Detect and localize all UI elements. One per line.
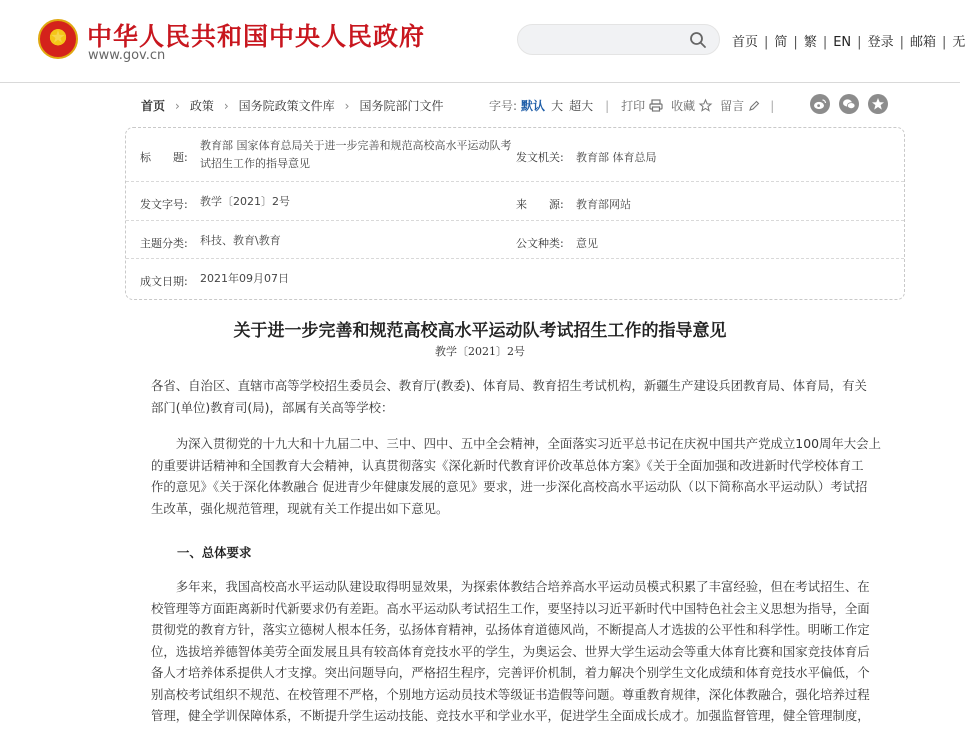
topic-value: 科技、教育\教育 <box>200 234 281 247</box>
print-label: 打印 <box>621 99 646 113</box>
info-row-title <box>126 128 904 182</box>
nav-divider: | <box>857 35 862 50</box>
search-box <box>517 24 720 55</box>
article-toolbar <box>489 97 786 114</box>
info-row-date <box>126 259 904 299</box>
title-value <box>200 137 520 173</box>
comment-label: 留言 <box>720 99 745 113</box>
info-row-topic <box>126 221 904 259</box>
doc-no-value: 教学〔2021〕2号 <box>200 195 290 208</box>
date-label: 成文日期: <box>140 275 188 288</box>
chevron-right-icon: › <box>344 99 350 113</box>
document-info-table <box>125 127 905 300</box>
nav-divider: | <box>899 35 904 50</box>
text-line: 各省、自治区、直辖市高等学校招生委员会、教育厅(教委)、体育局、教育招生考试机构，新疆生产建设兵团教育局、体育局，有关 <box>151 378 867 393</box>
font-size-default[interactable]: 默认 <box>521 99 546 113</box>
text-line: 的重要讲话精神和全国教育大会精神，认真贯彻落实《深化新时代教育评价改革总体方案》《关于全面加强和改进新时代学校体育工 <box>151 457 864 473</box>
text-line: 为深入贯彻党的十九大和十九届二中、三中、四中、五中全会精神，全面落实习近平总书记在庆祝中国共产党成立100周年大会上 <box>151 436 881 451</box>
font-size-large[interactable]: 大 <box>551 99 564 113</box>
article-doc-number: 教学〔2021〕2号 <box>435 345 525 358</box>
font-size-xlarge[interactable]: 超大 <box>569 99 594 113</box>
section-heading: 一、总体要求 <box>177 545 252 560</box>
breadcrumb-home[interactable]: 首页 <box>141 99 166 113</box>
favorite-label: 收藏 <box>671 99 696 113</box>
nav-english[interactable]: EN <box>833 35 852 50</box>
text-line: 别高校考试组织不规范、在校管理不严格，个别地方运动员技术等级证书造假等问题。尊重教育规律，深化体教融合，强化培养过程 <box>151 686 870 702</box>
nav-divider: | <box>764 35 769 50</box>
date-value: 2021年09月07日 <box>200 272 289 285</box>
title-value-line: 教育部 国家体育总局关于进一步完善和规范高校高水平运动队考 <box>200 139 512 152</box>
chevron-right-icon: › <box>223 99 229 113</box>
doctype-value: 意见 <box>576 237 598 250</box>
toolbar-divider: | <box>605 98 610 113</box>
nav-home[interactable]: 首页 <box>732 35 759 50</box>
breadcrumb <box>141 97 444 114</box>
toolbar-divider: | <box>770 98 775 113</box>
search-icon[interactable] <box>689 31 707 49</box>
wechat-icon <box>842 97 856 111</box>
share-qzone-button[interactable] <box>868 94 888 114</box>
site-header <box>0 0 965 83</box>
text-line: 备人才培养体系提供人才支撑。突出问题导向，严格招生程序，完善评价机制，着力解决个别学生文化成绩和体育竞技水平偏低，个 <box>151 665 870 680</box>
text-line: 多年来，我国高校高水平运动队建设取得明显效果，为探索体教结合培养高水平运动员模式积累了丰富经验，但在考试招生、在 <box>151 579 870 594</box>
text-line: 生改革，强化规范管理，现就有关工作提出如下意见。 <box>151 500 449 516</box>
print-button[interactable] <box>621 97 663 114</box>
text-line: 作的意见》《关于深化体教融合 促进青少年健康发展的意见》要求，进一步深化高校高水平运动队（以下简称高水平运动队）考试招 <box>151 479 868 494</box>
breadcrumb-department-docs[interactable]: 国务院部门文件 <box>359 99 444 113</box>
section1-paragraph <box>151 576 888 727</box>
top-nav <box>732 31 965 50</box>
nav-divider: | <box>793 35 798 50</box>
print-icon <box>649 99 663 112</box>
text-line: 位，选拔培养德智体美劳全面发展且具有较高体育竞技水平的学生，为奥运会、世界大学生运动会等重大体育比赛和国家竞技体育后 <box>151 643 870 659</box>
salutation-paragraph <box>151 375 888 418</box>
share-wechat-button[interactable] <box>839 94 859 114</box>
share-weibo-button[interactable] <box>810 94 830 114</box>
qzone-icon <box>871 97 885 111</box>
text-line: 管理，健全学训保障体系，不断提升学生运动技能、竞技水平和学业水平，促进学生全面成长成才。加强监督管理，健全管理制度， <box>151 708 870 723</box>
search-input[interactable] <box>532 29 692 51</box>
breadcrumb-policy-library[interactable]: 国务院政策文件库 <box>238 99 335 113</box>
star-icon <box>699 99 712 112</box>
chevron-right-icon: › <box>175 99 180 113</box>
nav-divider: | <box>822 35 828 50</box>
doctype-label: 公文种类: <box>516 237 564 250</box>
issuer-label: 发文机关: <box>516 151 564 164</box>
article-title: 关于进一步完善和规范高校高水平运动队考试招生工作的指导意见 <box>233 321 727 341</box>
nav-divider: | <box>941 35 947 50</box>
info-row-docno <box>126 182 904 221</box>
source-label: 来 源: <box>516 198 564 211</box>
title-label: 标 题: <box>140 151 188 164</box>
source-value: 教育部网站 <box>576 198 631 211</box>
title-value-line: 试招生工作的指导意见 <box>200 157 310 170</box>
national-emblem-logo[interactable] <box>38 19 78 59</box>
topic-label: 主题分类: <box>140 237 188 250</box>
text-line: 贯彻党的教育方针，落实立德树人根本任务，弘扬体育精神，弘扬体育道德风尚，不断提高人才选拔的公平性和科学性。明晰工作定 <box>151 622 870 637</box>
font-size-label: 字号: <box>489 99 518 113</box>
site-url[interactable]: www.gov.cn <box>88 48 166 63</box>
nav-simplified[interactable]: 简 <box>774 35 788 50</box>
issuer-value: 教育部 体育总局 <box>576 151 657 164</box>
favorite-button[interactable] <box>671 97 712 114</box>
nav-login[interactable]: 登录 <box>867 35 894 50</box>
pencil-icon <box>748 100 760 112</box>
nav-mailbox[interactable]: 邮箱 <box>909 35 936 50</box>
text-line: 校管理等方面距离新时代新要求仍有差距。高水平运动队考试招生工作，要坚持以习近平新时代中国特色社会主义思想为指导，全面 <box>151 600 870 616</box>
text-line: 部门(单位)教育司(局)，部属有关高等学校： <box>151 399 394 415</box>
nav-traditional[interactable]: 繁 <box>803 35 817 50</box>
comment-button[interactable] <box>720 97 760 114</box>
site-title[interactable]: 中华人民共和国中央人民政府 <box>87 22 426 51</box>
doc-no-label: 发文字号: <box>140 198 188 211</box>
breadcrumb-policy[interactable]: 政策 <box>189 99 214 113</box>
intro-paragraph <box>151 433 888 519</box>
weibo-icon <box>813 97 827 111</box>
nav-accessibility[interactable]: 无 <box>952 35 965 50</box>
